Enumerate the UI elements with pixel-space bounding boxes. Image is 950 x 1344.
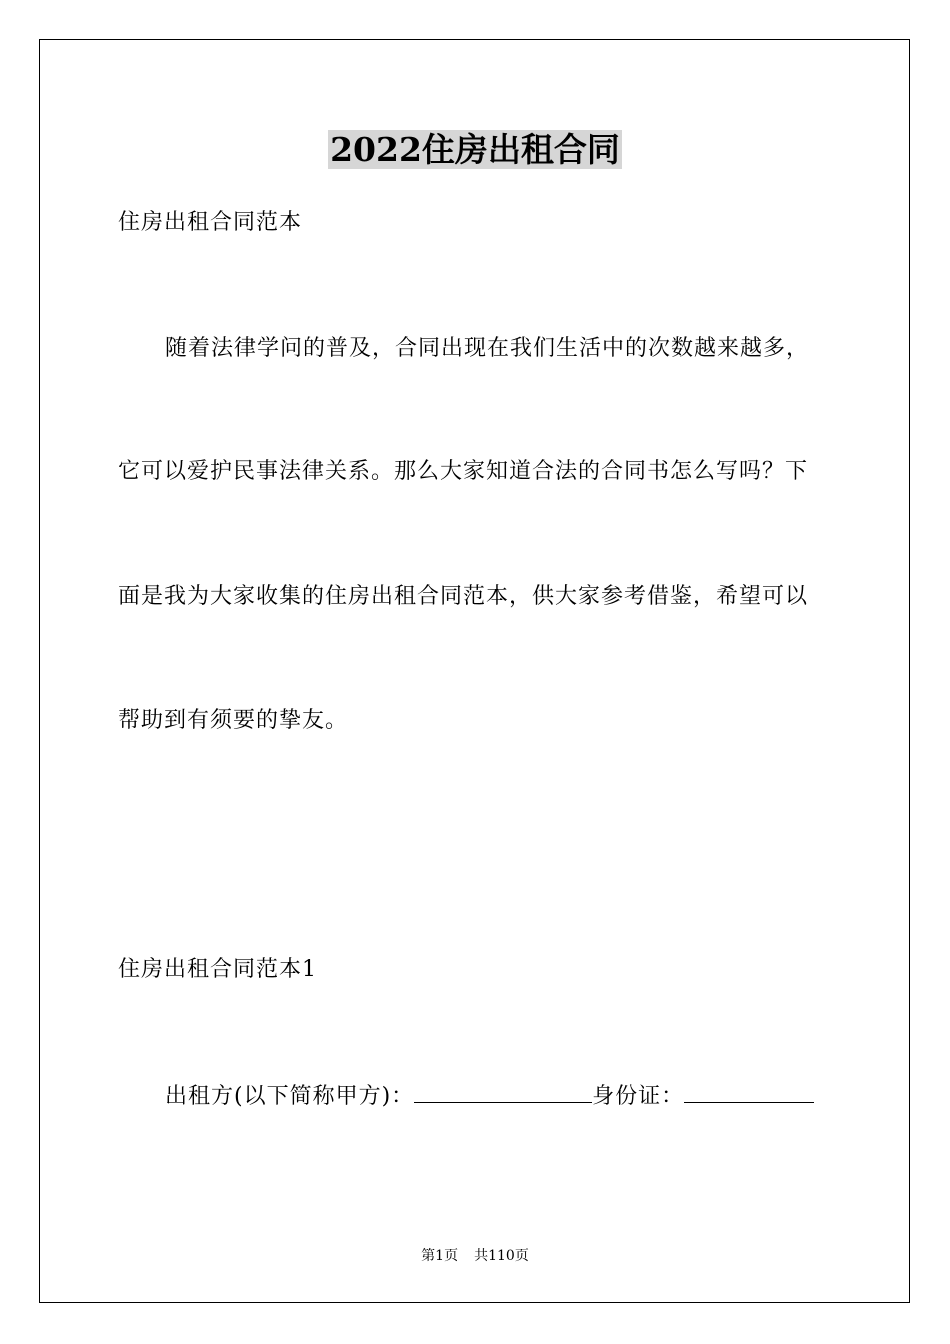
document-subtitle: 住房出租合同范本 — [118, 210, 303, 235]
lessor-line — [165, 1080, 814, 1112]
document-title — [0, 128, 950, 172]
id-number-blank[interactable] — [684, 1080, 814, 1103]
id-label: 身份证： — [592, 1084, 685, 1109]
intro-line-1: 随着法律学问的普及，合同出现在我们生活中的次数越来越多， — [165, 336, 810, 361]
lessor-label: 出租方(以下简称甲方)： — [165, 1084, 415, 1109]
intro-line-2: 它可以爱护民事法律关系。那么大家知道合法的合同书怎么写吗？下 — [118, 459, 809, 484]
intro-line-3: 面是我为大家收集的住房出租合同范本，供大家参考借鉴，希望可以 — [118, 584, 809, 609]
intro-line-4: 帮助到有须要的挚友。 — [118, 708, 349, 733]
section-heading: 住房出租合同范本1 — [118, 957, 317, 982]
page-footer — [0, 1246, 950, 1266]
document-title-text: 2022住房出租合同 — [330, 130, 620, 169]
page-total: 共110页 — [474, 1248, 529, 1264]
page-number: 第1页 — [421, 1248, 459, 1264]
lessor-name-blank[interactable] — [414, 1080, 592, 1103]
